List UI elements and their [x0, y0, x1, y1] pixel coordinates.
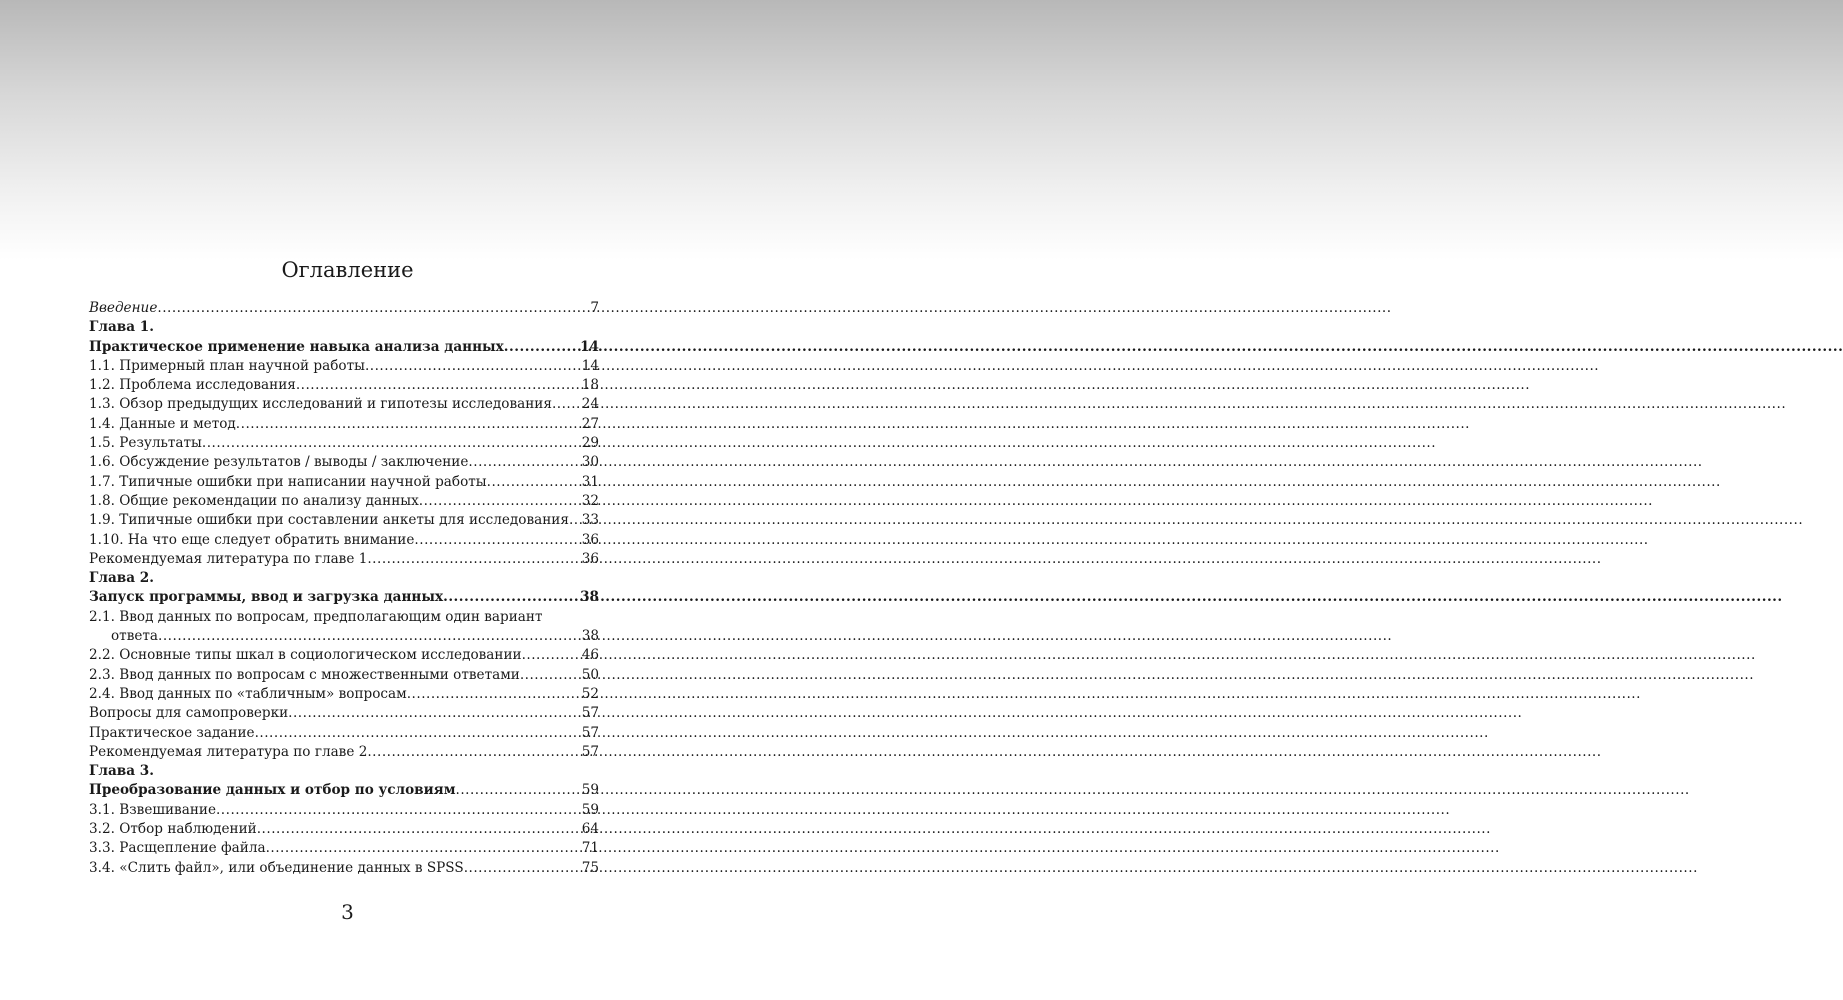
toc-entry-label: ответа [111, 628, 159, 645]
toc-entry-page: 75 [581, 859, 599, 876]
toc-leader-dots [552, 395, 582, 414]
toc-entry[interactable] [89, 569, 599, 588]
toc-entry-label: Рекомендуемая литература по главе 2 [89, 743, 368, 760]
toc-entry-label: 1.1. Примерный план научной работы [89, 357, 365, 374]
toc-entry[interactable] [89, 395, 599, 414]
toc-leader-dots [202, 434, 582, 453]
toc-entry-label: 3.4. «Слить файл», или объединение данных в SPSS [89, 859, 464, 876]
toc-entry-page: 57 [581, 705, 599, 722]
toc-entry[interactable] [89, 511, 599, 530]
toc-entry[interactable] [89, 473, 599, 492]
toc-entry[interactable] [89, 453, 599, 472]
toc-leader-dots [216, 801, 582, 820]
toc-entry-page: 30 [581, 454, 599, 471]
toc-entry-page: 18 [581, 377, 599, 394]
toc-entry-label: 2.4. Ввод данных по «табличным» вопросам [89, 685, 407, 702]
toc-entry-page: 32 [581, 492, 599, 509]
toc-entry-label: Глава 1. [89, 319, 154, 336]
toc-entry[interactable] [89, 666, 599, 685]
toc-leader-dots [504, 338, 580, 357]
toc-leader-dots [157, 299, 590, 318]
toc-entry-label: 1.8. Общие рекомендации по анализу данных [89, 492, 419, 509]
toc-entry-page: 38 [581, 628, 599, 645]
toc-entry-page: 59 [581, 801, 599, 818]
toc-entry[interactable] [89, 357, 599, 376]
toc-entry-label: Практическое применение навыка анализа данных [89, 338, 504, 355]
toc-entry[interactable] [89, 627, 599, 646]
toc-entry[interactable] [89, 704, 599, 723]
toc-entry-label: 1.9. Типичные ошибки при составлении анкеты для исследования [89, 512, 569, 529]
toc-leader-dots [414, 531, 581, 550]
toc-entry-label: Введение [89, 300, 158, 316]
table-of-contents [89, 299, 599, 878]
toc-entry-page: 27 [581, 415, 599, 432]
toc-entry-page: 71 [581, 840, 599, 857]
toc-entry[interactable] [89, 839, 599, 858]
toc-leader-dots [296, 376, 582, 395]
toc-entry[interactable] [89, 492, 599, 511]
toc-entry-label: Практическое задание [89, 724, 255, 741]
toc-entry-page: 24 [581, 396, 599, 413]
toc-entry-label: 2.1. Ввод данных по вопросам, предполагающим один вариант [89, 608, 543, 625]
toc-entry-label: 1.4. Данные и метод [89, 415, 236, 432]
toc-entry[interactable] [89, 415, 599, 434]
toc-leader-dots [367, 743, 581, 762]
toc-entry[interactable] [89, 588, 599, 607]
toc-leader-dots [522, 646, 582, 665]
toc-leader-dots [266, 839, 582, 858]
toc-entry-page: 38 [580, 589, 599, 606]
toc-entry[interactable] [89, 531, 599, 550]
page-number: 3 [341, 900, 354, 924]
toc-leader-dots [569, 511, 582, 530]
toc-entry[interactable] [89, 762, 599, 781]
toc-entry-label: 1.6. Обсуждение результатов / выводы / заключение [89, 454, 469, 471]
toc-entry-page: 33 [581, 512, 599, 529]
toc-entry-label: 3.2. Отбор наблюдений [89, 821, 257, 838]
toc-leader-dots [419, 492, 582, 511]
toc-leader-dots [468, 453, 581, 472]
toc-leader-dots [255, 724, 582, 743]
toc-leader-dots [288, 704, 582, 723]
toc-entry[interactable] [89, 801, 599, 820]
toc-entry[interactable] [89, 859, 599, 878]
toc-entry[interactable] [89, 338, 599, 357]
toc-entry-page: 57 [581, 724, 599, 741]
toc-leader-dots [367, 550, 581, 569]
toc-entry[interactable] [89, 318, 599, 337]
toc-entry-page: 36 [581, 531, 599, 548]
toc-entry-page: 64 [581, 821, 599, 838]
toc-entry[interactable] [89, 724, 599, 743]
toc-leader-dots [464, 859, 582, 878]
toc-entry-label: 2.3. Ввод данных по вопросам с множественными ответами [89, 666, 520, 683]
toc-entry-label: 3.3. Расщепление файла [89, 840, 266, 857]
toc-entry-label: Глава 3. [89, 763, 154, 780]
toc-entry-label: 1.5. Результаты [89, 435, 202, 452]
toc-leader-dots [236, 415, 582, 434]
toc-entry-page: 57 [581, 743, 599, 760]
toc-entry-page: 36 [581, 550, 599, 567]
toc-entry-page: 59 [581, 782, 599, 799]
toc-entry-page: 31 [581, 473, 599, 490]
toc-entry-label: Вопросы для самопроверки [89, 705, 289, 722]
toc-leader-dots [520, 666, 582, 685]
toc-entry-page: 46 [581, 647, 599, 664]
toc-entry-page: 14 [581, 357, 599, 374]
toc-entry[interactable] [89, 434, 599, 453]
toc-entry-page: 50 [581, 666, 599, 683]
toc-entry[interactable] [89, 781, 599, 800]
toc-entry[interactable] [89, 299, 599, 318]
toc-entry-page: 29 [581, 435, 599, 452]
toc-entry-label: 3.1. Взвешивание [89, 801, 216, 818]
toc-entry-label: Рекомендуемая литература по главе 1 [89, 550, 368, 567]
toc-entry[interactable] [89, 550, 599, 569]
page-title: Оглавление [281, 258, 414, 282]
toc-entry-page: 7 [590, 300, 599, 316]
toc-entry-label: 1.2. Проблема исследования [89, 377, 296, 394]
toc-entry[interactable] [89, 685, 599, 704]
toc-entry-label: Запуск программы, ввод и загрузка данных [89, 589, 444, 606]
toc-entry[interactable] [89, 608, 599, 627]
toc-entry-page: 14 [580, 338, 599, 355]
toc-entry-label: 1.10. На что еще следует обратить внимание [89, 531, 415, 548]
toc-leader-dots [257, 820, 582, 839]
toc-entry-label: Глава 2. [89, 570, 154, 587]
toc-entry-label: 1.7. Типичные ошибки при написании научной работы [89, 473, 487, 490]
toc-leader-dots [407, 685, 582, 704]
toc-leader-dots [456, 781, 582, 800]
toc-leader-dots [487, 473, 582, 492]
toc-entry[interactable] [89, 376, 599, 395]
toc-entry[interactable] [89, 820, 599, 839]
toc-entry-page: 52 [581, 685, 599, 702]
toc-entry-label: Преобразование данных и отбор по условиям [89, 782, 456, 799]
toc-leader-dots [158, 627, 582, 646]
toc-entry-label: 1.3. Обзор предыдущих исследований и гипотезы исследования [89, 396, 552, 413]
toc-leader-dots [365, 357, 582, 376]
toc-entry-label: 2.2. Основные типы шкал в социологическом исследовании [89, 647, 522, 664]
toc-leader-dots [443, 588, 580, 607]
toc-entry[interactable] [89, 646, 599, 665]
toc-entry[interactable] [89, 743, 599, 762]
